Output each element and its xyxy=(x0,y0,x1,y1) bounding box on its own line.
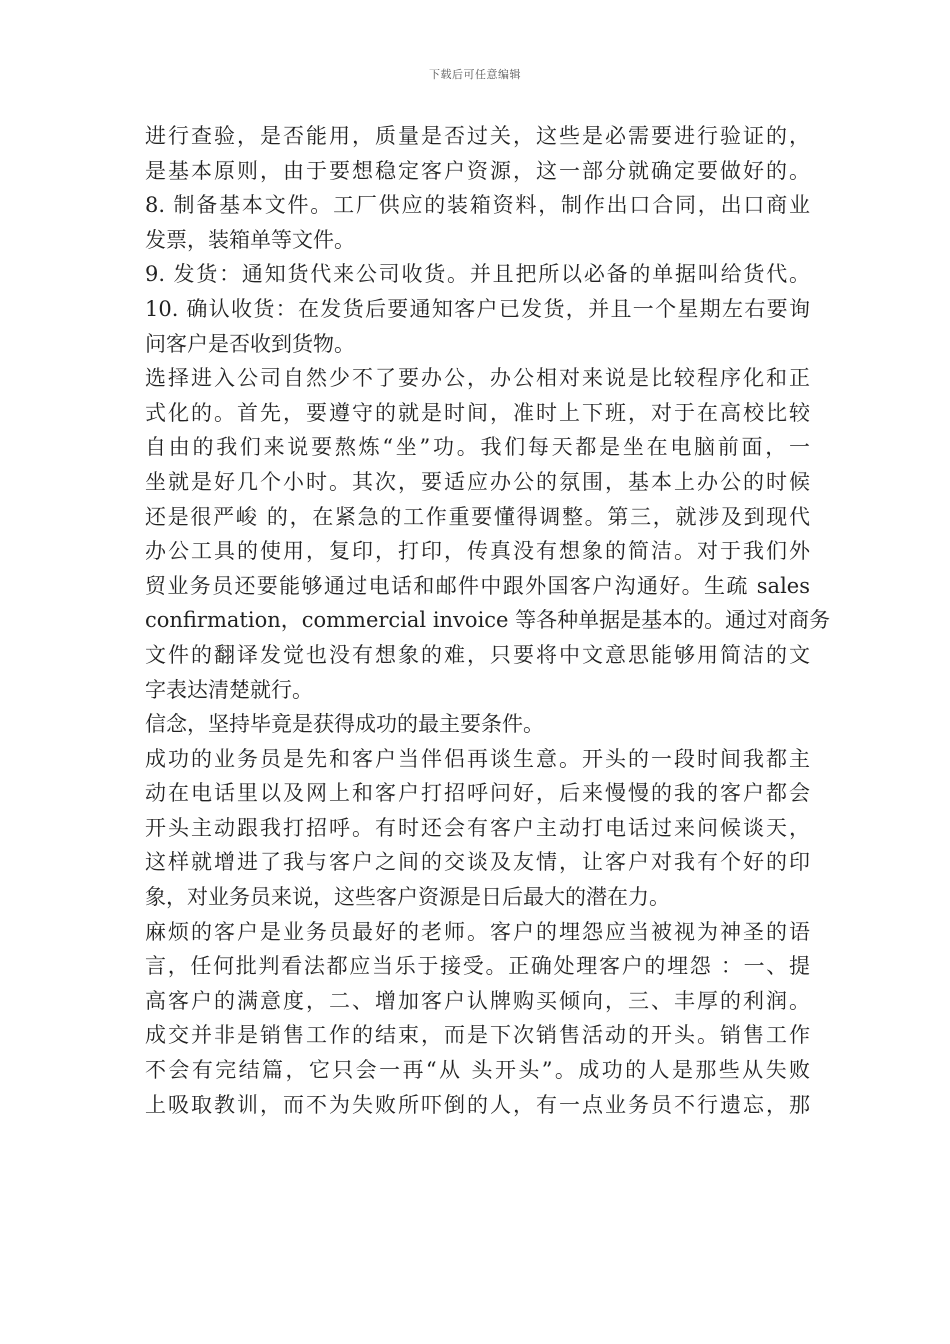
text-line: 成功的业务员是先和客户当伴侣再谈生意。开头的一段时间我都主 xyxy=(145,746,810,771)
text-line: 文件的翻译发觉也没有想象的难，只要将中文意思能够用简洁的文 xyxy=(145,642,810,667)
text-line: 办公工具的使用，复印，打印，传真没有想象的简洁。对于我们外 xyxy=(145,539,810,564)
text-line: 10. 确认收货：在发货后要通知客户已发货，并且一个星期左右要询 xyxy=(145,296,810,321)
text-line: 贸业务员还要能够通过电话和邮件中跟外国客户沟通好。生疏 sales xyxy=(145,573,810,598)
text-line: 发票，装箱单等文件。 xyxy=(145,227,355,252)
text-line: 不会有完结篇，它只会一再“从 头开头”。成功的人是那些从失败 xyxy=(145,1058,810,1083)
text-line: 问客户是否收到货物。 xyxy=(145,331,355,356)
text-line: 8. 制备基本文件。工厂供应的装箱资料，制作出口合同，出口商业 xyxy=(145,193,810,218)
text-line: 开头主动跟我打招呼。有时还会有客户主动打电话过来问候谈天， xyxy=(145,815,810,840)
text-line: 还是很严峻 的，在紧急的工作重要懂得调整。第三，就涉及到现代 xyxy=(145,504,810,529)
text-line: 信念，坚持毕竟是获得成功的最主要条件。 xyxy=(145,712,544,737)
text-line: 动在电话里以及网上和客户打招呼问好，后来慢慢的我的客户都会 xyxy=(145,781,810,806)
text-line: 是基本原则，由于要想稳定客户资源，这一部分就确定要做好的。 xyxy=(145,158,810,183)
text-line: 进行查验，是否能用，质量是否过关，这些是必需要进行验证的， xyxy=(145,124,810,148)
text-line: 9. 发货：通知货代来公司收货。并且把所以必备的单据叫给货代。 xyxy=(145,262,810,287)
text-line: 这样就增进了我与客户之间的交谈及友情，让客户对我有个好的印 xyxy=(145,850,810,875)
page-header: 下载后可任意编辑 xyxy=(429,68,521,81)
text-line: confirmation，commercial invoice 等各种单据是基本的。通过对商务 xyxy=(145,608,831,633)
text-line: 言，任何批判看法都应当乐于接受。正确处理客户的埋怨 ：一、提 xyxy=(145,954,810,979)
text-line: 高客户的满意度，二、增加客户认牌购买倾向，三、丰厚的利润。 xyxy=(145,988,810,1013)
text-line: 字表达清楚就行。 xyxy=(145,677,313,702)
text-line: 上吸取教训，而不为失败所吓倒的人，有一点业务员不行遗忘，那 xyxy=(145,1092,810,1117)
text-line: 自由的我们来说要熬炼“坐”功。我们每天都是坐在电脑前面，一 xyxy=(145,435,810,460)
text-line: 象，对业务员来说，这些客户资源是日后最大的潜在力。 xyxy=(145,885,670,910)
text-line: 选择进入公司自然少不了要办公，办公相对来说是比较程序化和正 xyxy=(145,366,810,391)
text-line: 麻烦的客户是业务员最好的老师。客户的埋怨应当被视为神圣的语 xyxy=(145,919,810,944)
text-line: 成交并非是销售工作的结束，而是下次销售活动的开头。销售工作 xyxy=(145,1023,810,1048)
document-body xyxy=(145,119,831,1122)
text-line: 式化的。首先，要遵守的就是时间，准时上下班，对于在高校比较 xyxy=(145,400,810,425)
text-line: 坐就是好几个小时。其次，要适应办公的氛围，基本上办公的时候 xyxy=(145,469,810,494)
